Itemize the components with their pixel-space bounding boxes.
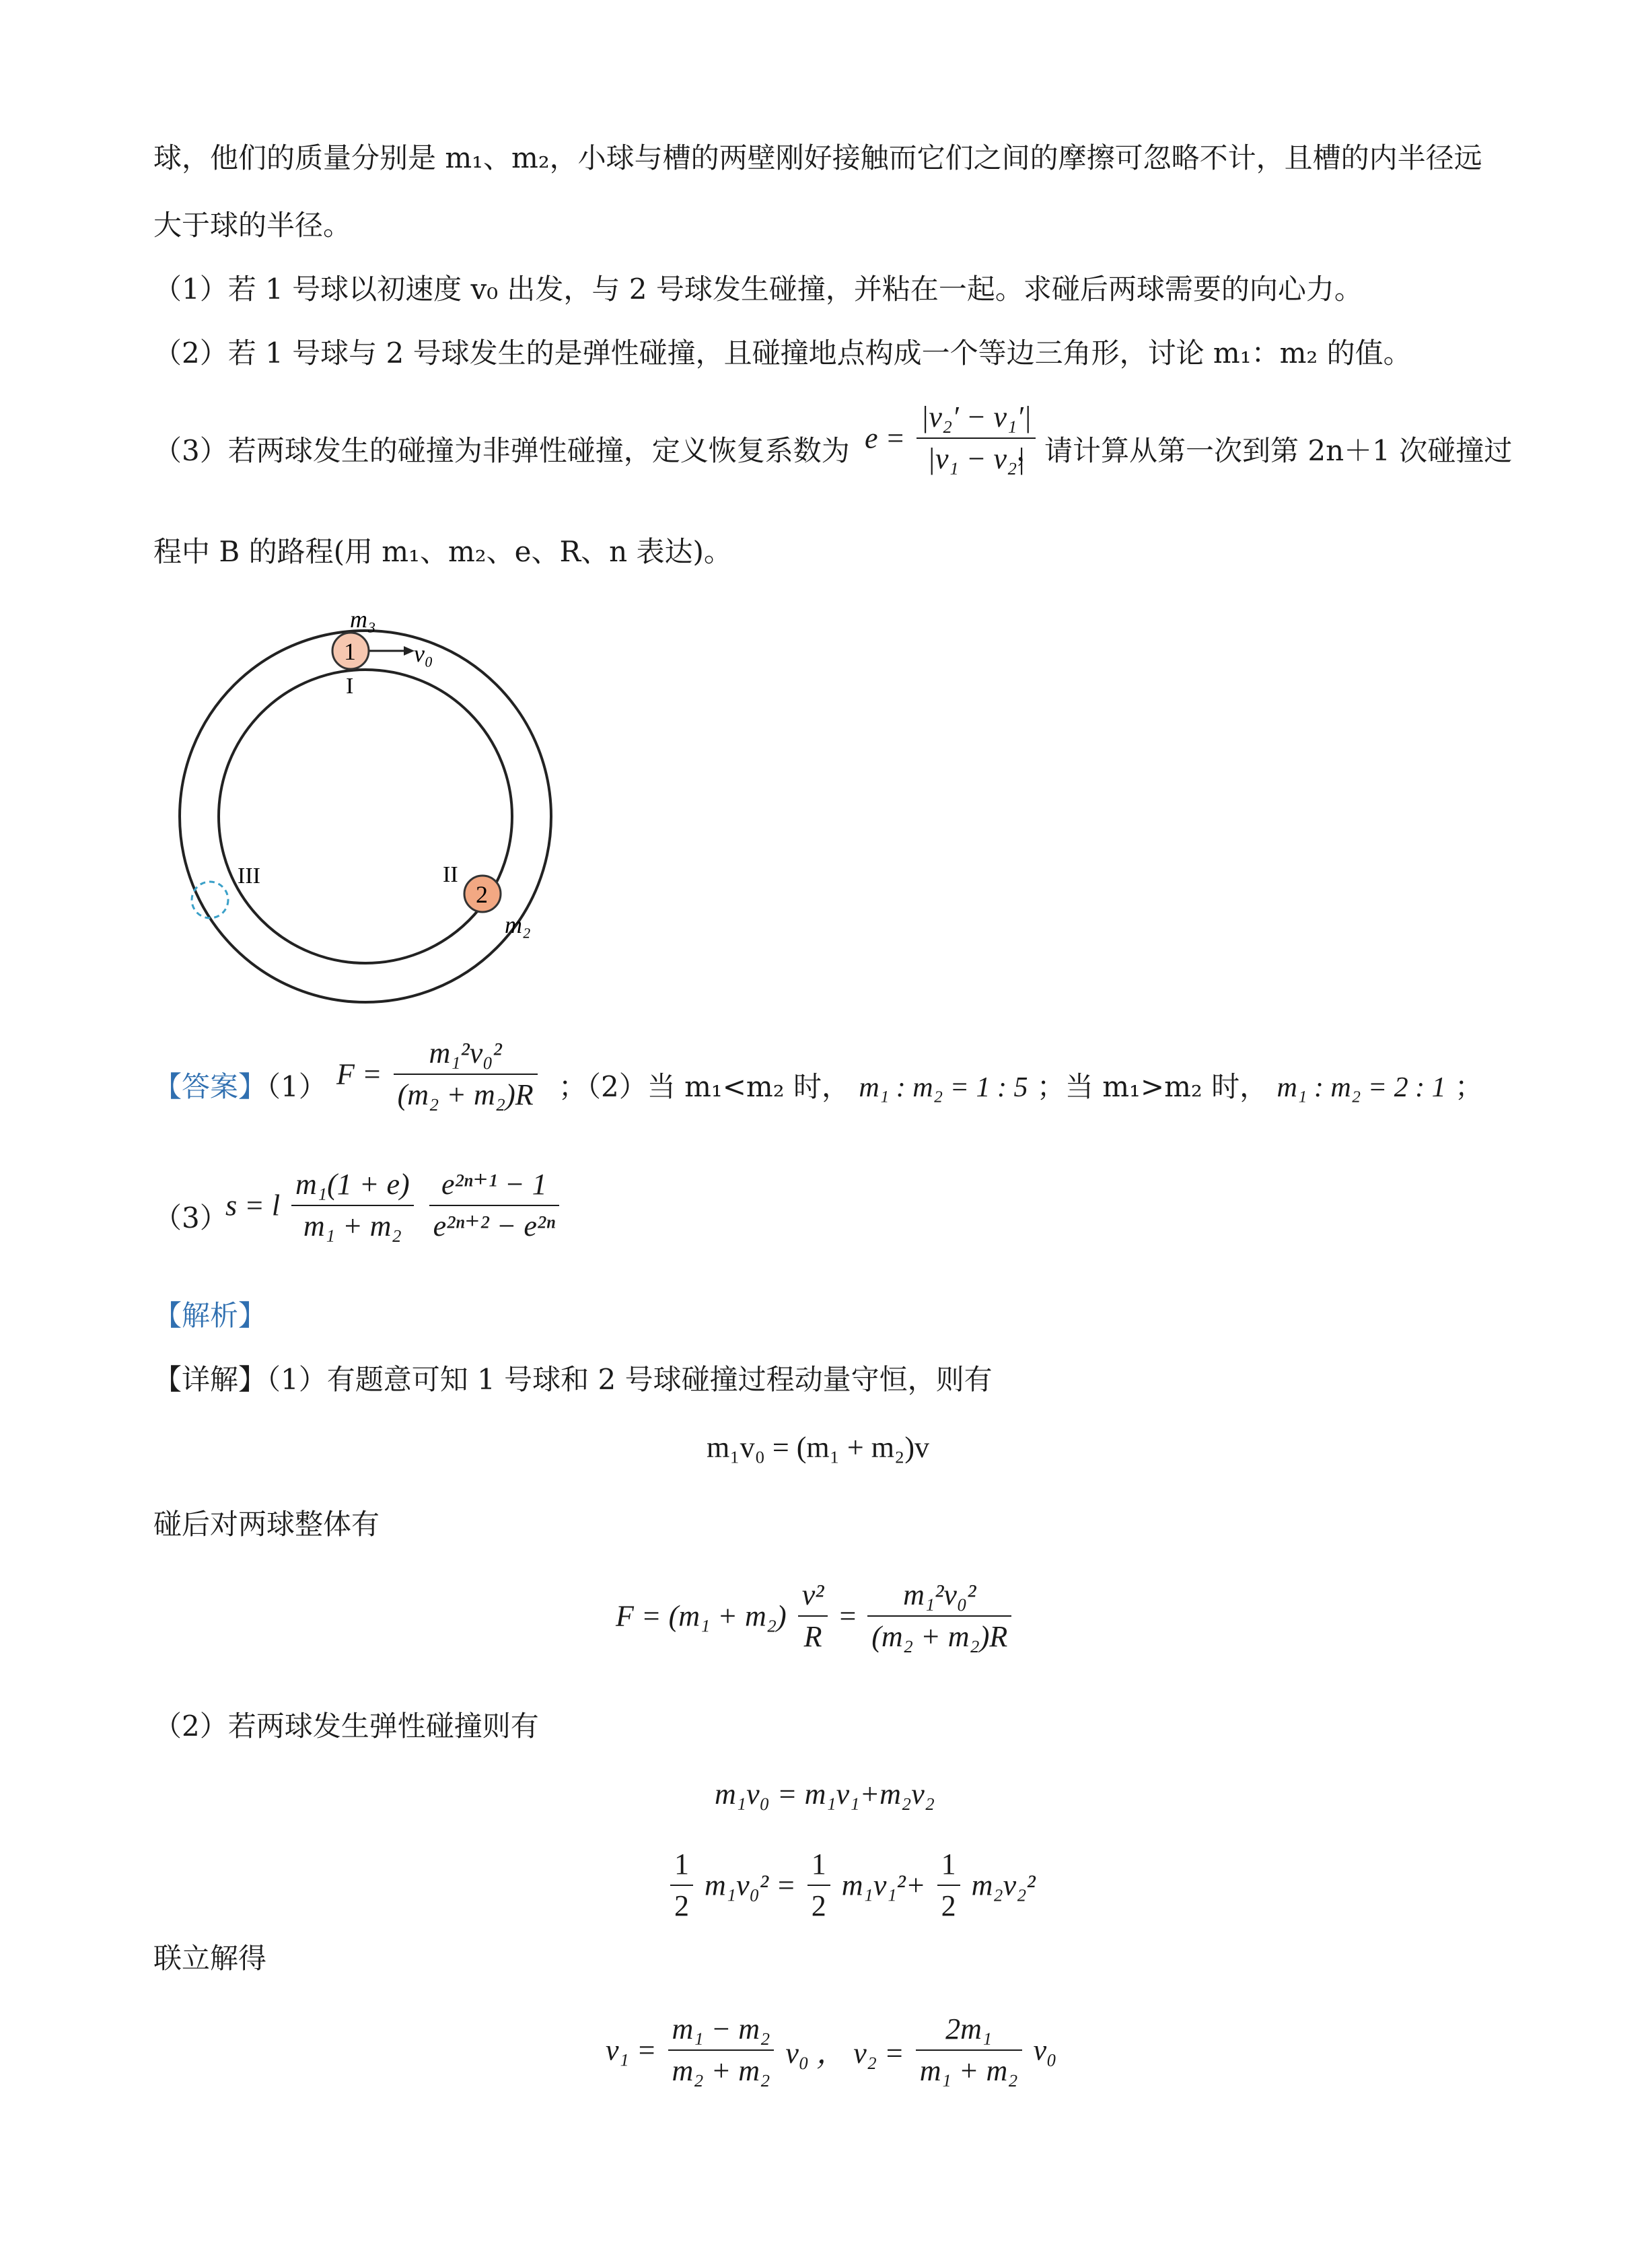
- label-m2: m₂: [505, 911, 531, 938]
- eq4-half-2-num: 1: [807, 1844, 830, 1886]
- answer-part3-fraction-2: [429, 1164, 559, 1247]
- answer-tag: 【答案】: [153, 1070, 267, 1103]
- restitution-formula: [865, 397, 1040, 479]
- question-3-suffix: ，请计算从第一次到第 2n＋1 次碰撞过: [1016, 434, 1513, 467]
- detail-tag: 【详解】: [153, 1363, 267, 1396]
- label-v0: v₀: [414, 640, 433, 667]
- answer-line-1: [153, 1067, 327, 1107]
- eq2-result-denominator: (m₂ + m₂)R: [871, 1620, 1008, 1653]
- answer-part3-lhs: s = l: [225, 1189, 281, 1222]
- label-position-I: I: [346, 674, 354, 699]
- eq4-term-2: m₁v₁²+: [841, 1868, 926, 1902]
- eq5-fraction-2: [916, 2009, 1022, 2091]
- equation-centripetal: [616, 1575, 1015, 1657]
- answer-part1-numerator: m₁²v₀²: [394, 1033, 538, 1075]
- answer-part3-numerator-2: e²ⁿ⁺¹ − 1: [429, 1164, 559, 1206]
- answer-part3-denominator-2: e²ⁿ⁺² − e²ⁿ: [433, 1209, 555, 1242]
- restitution-numerator: |v₂′ − v₁′|: [917, 397, 1036, 439]
- dashed-ball-position-III: [192, 882, 228, 918]
- eq4-half-2: [807, 1844, 830, 1926]
- eq2-lhs: F = (m₁ + m₂): [616, 1599, 787, 1633]
- label-position-II: II: [443, 862, 458, 887]
- equation-momentum: m₁v₀ = (m₁ + m₂)v: [707, 1431, 929, 1464]
- equation-elastic-momentum: m₁v₀ = m₁v₁+m₂v₂: [715, 1778, 935, 1811]
- label-position-III: III: [238, 864, 260, 888]
- eq5-numerator-1: m₁ − m₂: [668, 2009, 775, 2051]
- eq5-denominator-1: m₂ + m₂: [672, 2054, 770, 2087]
- problem-line-2: 大于球的半径。: [153, 209, 352, 242]
- outer-ring: [180, 631, 551, 1002]
- inner-ring: [219, 670, 512, 963]
- restitution-lhs: e =: [865, 421, 906, 455]
- question-2: （2）若 1 号球与 2 号球发生的是弹性碰撞，且碰撞地点构成一个等边三角形，讨论 m₁：m₂ 的值。: [153, 337, 1412, 370]
- eq4-half-1-den: 2: [674, 1889, 689, 1922]
- eq4-half-1-num: 1: [670, 1844, 693, 1886]
- problem-line-1: 球，他们的质量分别是 m₁、m₂，小球与槽的两壁刚好接触而它们之间的摩擦可忽略不计，且槽的内半径远: [153, 141, 1482, 174]
- analysis-tag: 【解析】: [153, 1299, 267, 1332]
- equation-kinetic-energy: [666, 1844, 1036, 1926]
- answer-part3-denominator-1: m₁ + m₂: [303, 1209, 402, 1242]
- answer-ratio-1: m₁ : m₂ = 1 : 5: [859, 1072, 1028, 1103]
- after-collision-text: 碰后对两球整体有: [153, 1508, 380, 1541]
- answer-part1-fraction: [394, 1033, 538, 1115]
- answer-part2-end: ；: [1455, 1070, 1484, 1103]
- ball-1-label: 1: [344, 638, 356, 665]
- eq4-term-3: m₂v₂²: [971, 1868, 1036, 1902]
- answer-part1-label: （1）: [266, 1070, 327, 1103]
- answer-part3-label: （3）: [153, 1201, 228, 1234]
- eq5-mid: v₀ ， v₂ =: [785, 2037, 904, 2070]
- question-3-prefix: （3）若两球发生的碰撞为非弹性碰撞，定义恢复系数为: [153, 434, 850, 467]
- eq5-v1: v₁ =: [606, 2033, 657, 2067]
- eq4-half-3: [937, 1844, 960, 1926]
- eq5-end: v₀: [1033, 2033, 1057, 2067]
- eq2-fraction-v: [798, 1575, 828, 1657]
- question-1: （1）若 1 号球以初速度 v₀ 出发，与 2 号球发生碰撞，并粘在一起。求碰后两球需要的向心力。: [153, 273, 1363, 306]
- answer-part3-formula: [225, 1164, 563, 1247]
- elastic-collision-text: （2）若两球发生弹性碰撞则有: [153, 1710, 539, 1743]
- eq4-term-1: m₁v₀² =: [705, 1868, 796, 1902]
- eq5-fraction-1: [668, 2009, 775, 2091]
- eq4-half-3-num: 1: [937, 1844, 960, 1886]
- answer-part1-lhs: F =: [336, 1057, 382, 1091]
- answer-part2-mid: ；当 m₁>m₂ 时，: [1036, 1070, 1268, 1103]
- answer-part1-formula: [336, 1033, 542, 1115]
- detail-text: （1）有题意可知 1 号球和 2 号球碰撞过程动量守恒，则有: [266, 1363, 993, 1396]
- eq4-half-2-den: 2: [811, 1889, 826, 1922]
- answer-part2-text: ；（2）当 m₁<m₂ 时，: [559, 1070, 850, 1103]
- answer-part2: [559, 1067, 1483, 1108]
- velocity-arrow-head: [404, 646, 415, 656]
- solve-text: 联立解得: [153, 1942, 267, 1975]
- eq2-v-denominator: R: [803, 1620, 822, 1653]
- answer-ratio-2: m₁ : m₂ = 2 : 1: [1277, 1072, 1446, 1103]
- eq2-fraction-result: [867, 1575, 1011, 1657]
- eq5-denominator-2: m₁ + m₂: [919, 2054, 1018, 2087]
- restitution-denominator: |v₁ − v₂|: [927, 442, 1026, 475]
- eq4-half-1: [670, 1844, 693, 1926]
- eq2-result-numerator: m₁²v₀²: [867, 1575, 1011, 1617]
- equation-velocities: [606, 2009, 1056, 2091]
- answer-part3-fraction-1: [291, 1164, 414, 1247]
- eq2-v-numerator: v²: [798, 1575, 828, 1617]
- eq2-equals: =: [839, 1599, 857, 1633]
- ring-track-figure: [148, 592, 565, 1010]
- ball-2-label: 2: [476, 881, 488, 908]
- label-m3: m₃: [350, 606, 376, 633]
- answer-part3-numerator-1: m₁(1 + e): [291, 1164, 414, 1206]
- eq5-numerator-2: 2m₁: [916, 2009, 1022, 2051]
- detail-line: [153, 1360, 993, 1400]
- eq4-half-3-den: 2: [941, 1889, 956, 1922]
- answer-part1-denominator: (m₂ + m₂)R: [397, 1078, 534, 1111]
- question-3-line-2: 程中 B 的路程(用 m₁、m₂、e、R、n 表达)。: [153, 535, 732, 568]
